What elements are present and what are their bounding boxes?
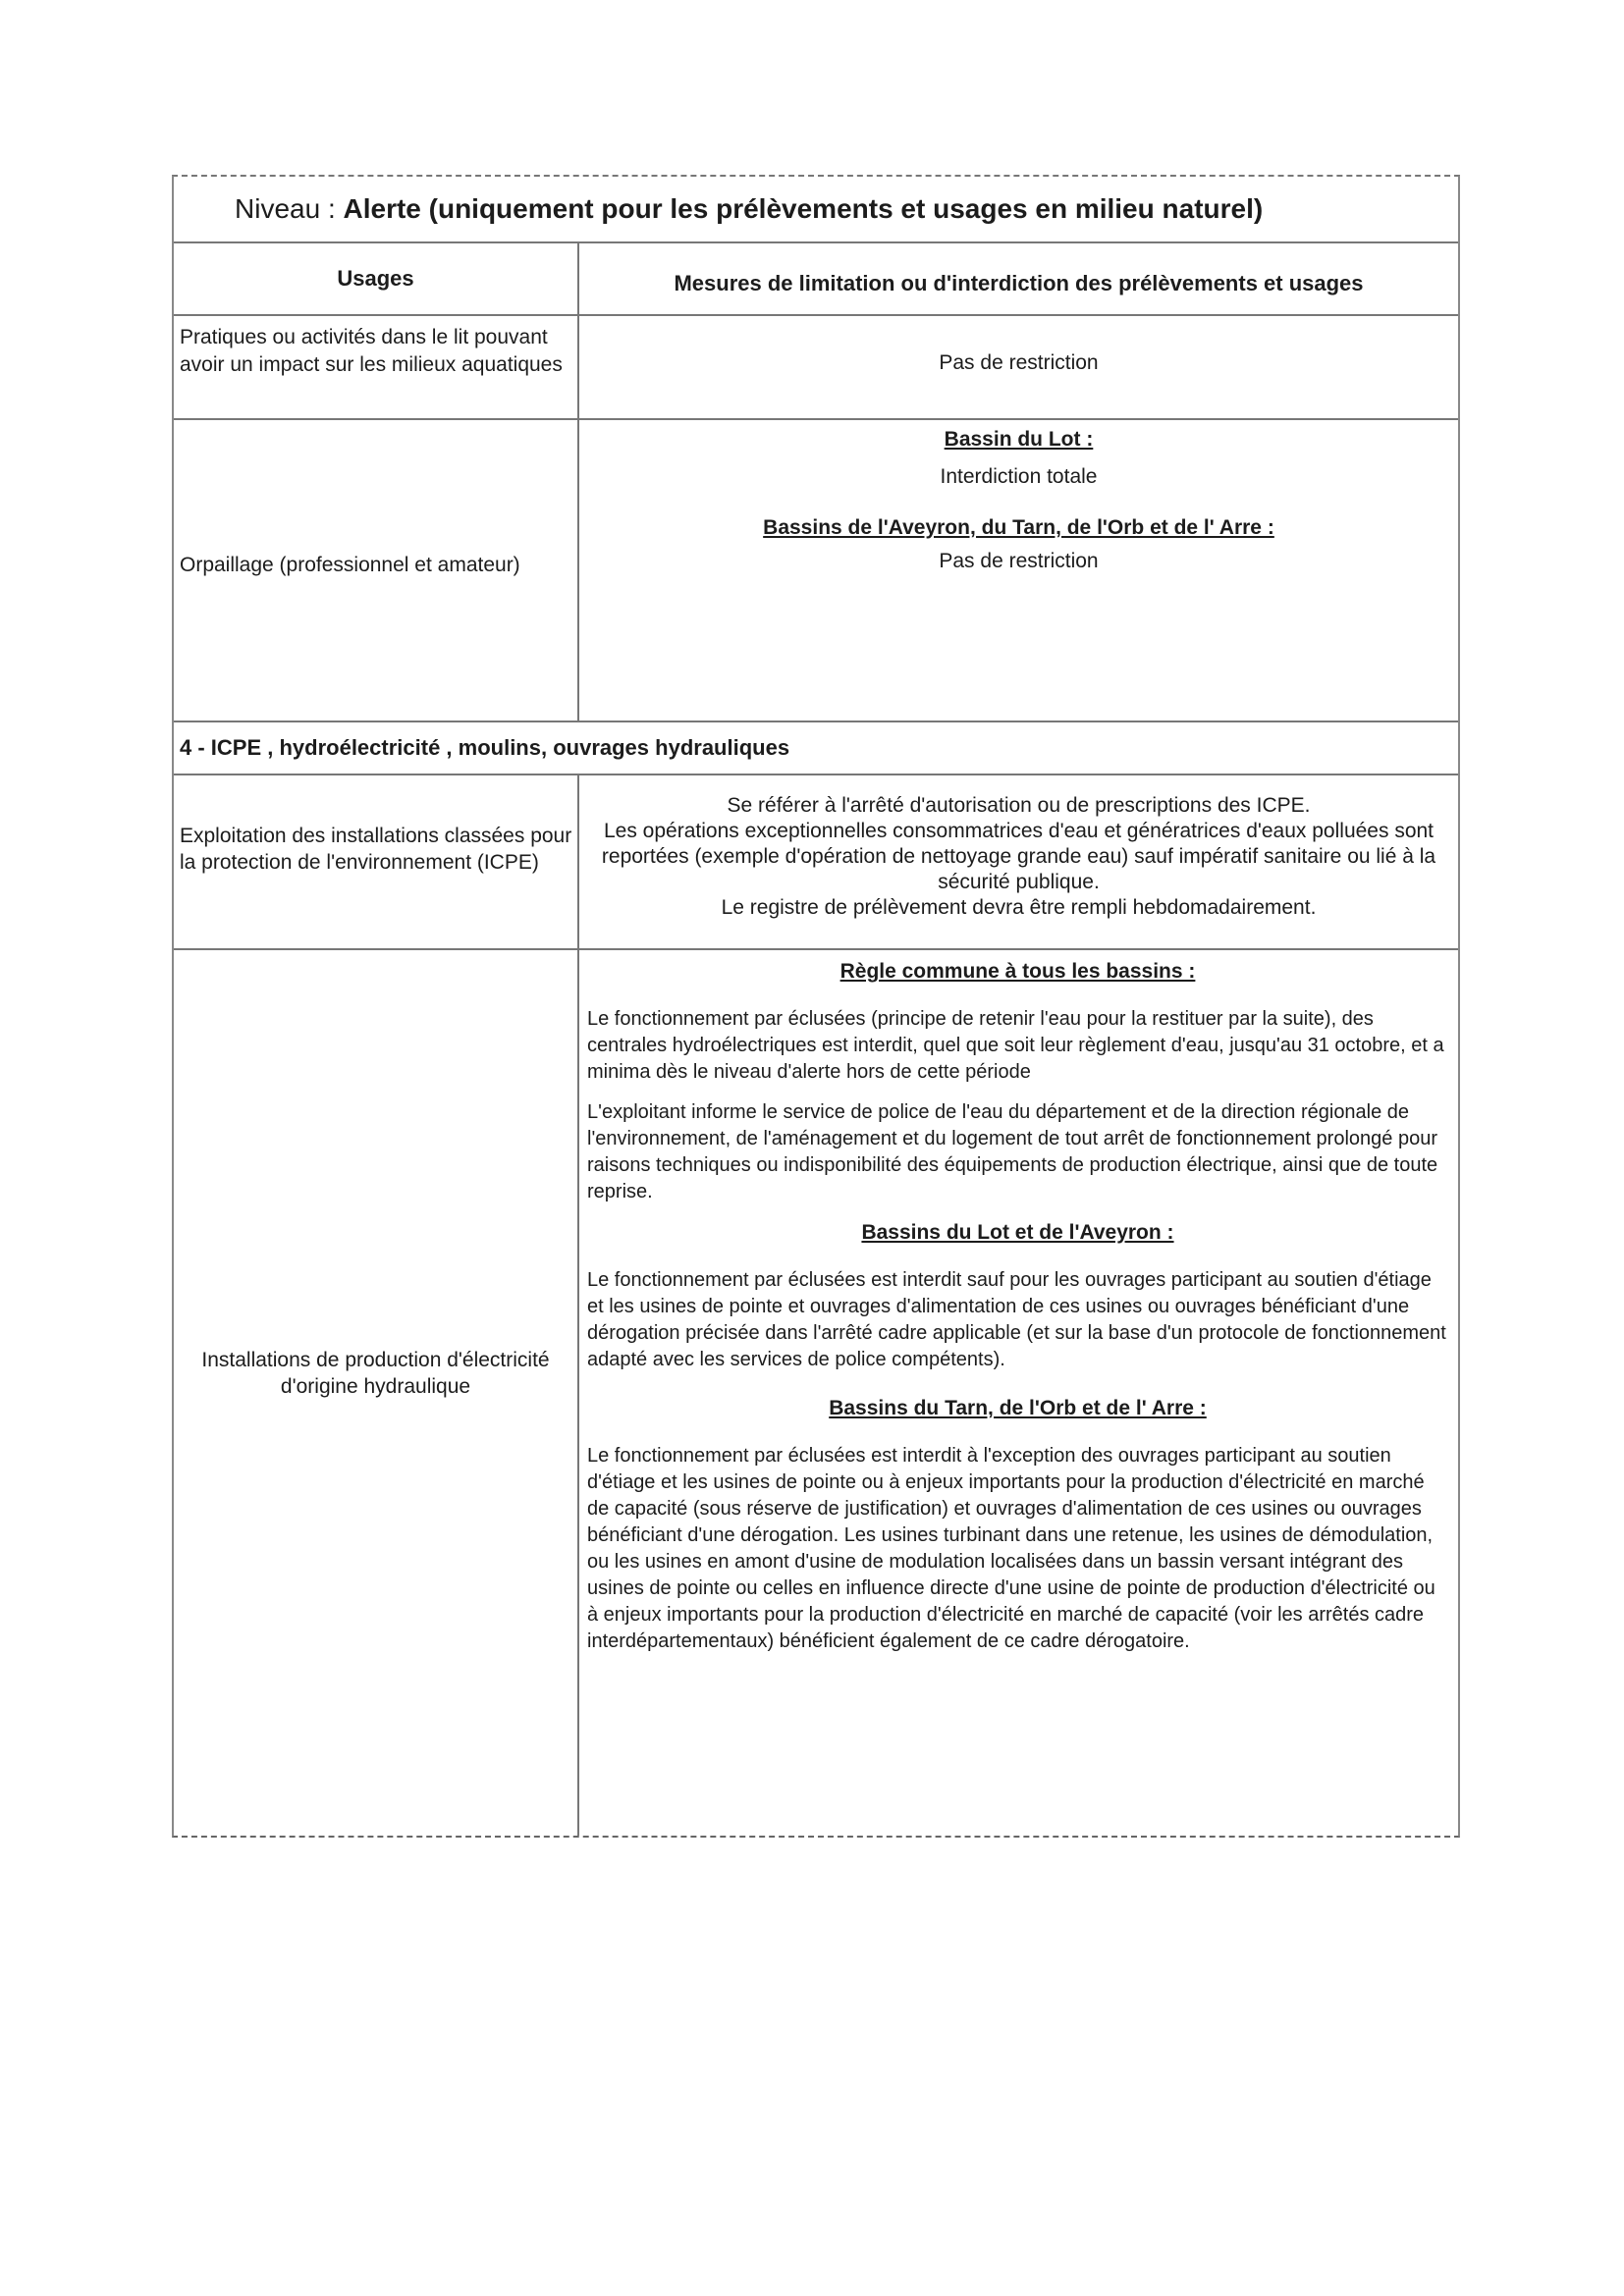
measure-orpaillage (579, 420, 1458, 721)
tarn-orb-arre-p: Le fonctionnement par éclusées est interdit à l'exception des ouvrages participant au soutien d'étiage et les usines de pointe ou à enjeux importants pour la production d'électricité en marché de capacité (sous réserve de justification) et ouvrages d'alimentation de ces usines ou ouvrages bénéficiant d'une dérogation. Les usines turbinant dans une retenue, les usines de démodulation, ou les usines en amont d'usine de modulation localisées dans un bassin versant intégrant des usines de pointe ou celles en influence directe d'une usine de pointe de production d'électricité ou à enjeux importants pour la production d'électricité en marché de capacité (voir les arrêtés cadre interdépartementaux) bénéficient également de ce cadre dérogatoire. (587, 1445, 1435, 1652)
measure-pratiques: Pas de restriction (939, 351, 1099, 374)
icpe-line: Les opérations exceptionnelles consommatrices d'eau et génératrices d'eaux polluées sont reportées (exemple d'opération de nettoyage grande eau) sauf impératif sanitaire ou lié à la sécurité publique. (601, 820, 1436, 893)
measure-icpe (579, 775, 1458, 948)
header-usages: Usages (174, 243, 579, 314)
usage-icpe: Exploitation des installations classées pour la protection de l'environnement (ICPE) (174, 775, 579, 948)
row-icpe (174, 775, 1458, 950)
heading-lot-aveyron: Bassins du Lot et de l'Aveyron : (861, 1221, 1174, 1244)
usage-pratiques: Pratiques ou activités dans le lit pouvant avoir un impact sur les milieux aquatiques (174, 316, 579, 418)
row-pratiques (174, 316, 1458, 420)
heading-bassins-aveyron: Bassins de l'Aveyron, du Tarn, de l'Orb et de l' Arre : (763, 516, 1274, 539)
header-measures: Mesures de limitation ou d'interdiction des prélèvements et usages (674, 271, 1364, 295)
header-row (174, 243, 1458, 316)
measure-bassins-aveyron: Pas de restriction (939, 550, 1099, 572)
icpe-line: Se référer à l'arrêté d'autorisation ou de prescriptions des ICPE. (727, 794, 1311, 817)
common-rule-p1: Le fonctionnement par éclusées (principe de retenir l'eau pour la restituer par la suite), des centrales hydroélectriques est interdit, quel que soit leur règlement d'eau, jusqu'au 31 octobre, et a minima dès le niveau d'alerte hors de cette période (587, 1008, 1444, 1083)
heading-bassin-lot: Bassin du Lot : (944, 428, 1094, 451)
icpe-line: Le registre de prélèvement devra être rempli hebdomadairement. (721, 896, 1317, 919)
restrictions-table (172, 175, 1460, 1838)
level-name: Alerte (uniquement pour les prélèvements et usages en milieu naturel) (343, 193, 1264, 224)
common-rule-p2: L'exploitant informe le service de police de l'eau du département et de la direction régionale de l'environnement, de l'aménagement et du logement de tout arrêt de fonctionnement prolongé pour raisons techniques ou indisponibilité des équipements de production électrique, ainsi que de toute reprise. (587, 1101, 1438, 1202)
row-hydro (174, 950, 1458, 1836)
measure-hydro (579, 950, 1458, 1836)
heading-common-rule: Règle commune à tous les bassins : (839, 960, 1196, 983)
usage-hydro-label: Installations de production d'électricité d'origine hydraulique (201, 1349, 550, 1398)
level-title-row (174, 177, 1458, 243)
level-prefix: Niveau : (235, 193, 336, 224)
measure-bassin-lot: Interdiction totale (940, 465, 1098, 488)
row-orpaillage (174, 420, 1458, 722)
section-icpe-title: 4 - ICPE , hydroélectricité , moulins, ouvrages hydrauliques (174, 722, 1458, 775)
usage-orpaillage: Orpaillage (professionnel et amateur) (174, 420, 579, 721)
heading-tarn-orb-arre: Bassins du Tarn, de l'Orb et de l' Arre : (829, 1397, 1207, 1419)
lot-aveyron-p: Le fonctionnement par éclusées est interdit sauf pour les ouvrages participant au soutien d'étiage et les usines de pointe et ouvrages d'alimentation de ces usines ou ouvrages bénéficiant d'une dérogation précisée dans l'arrêté cadre applicable (et sur la base d'un protocole de fonctionnement adapté avec les services de police compétents). (587, 1269, 1446, 1370)
usage-hydro (174, 950, 579, 1836)
